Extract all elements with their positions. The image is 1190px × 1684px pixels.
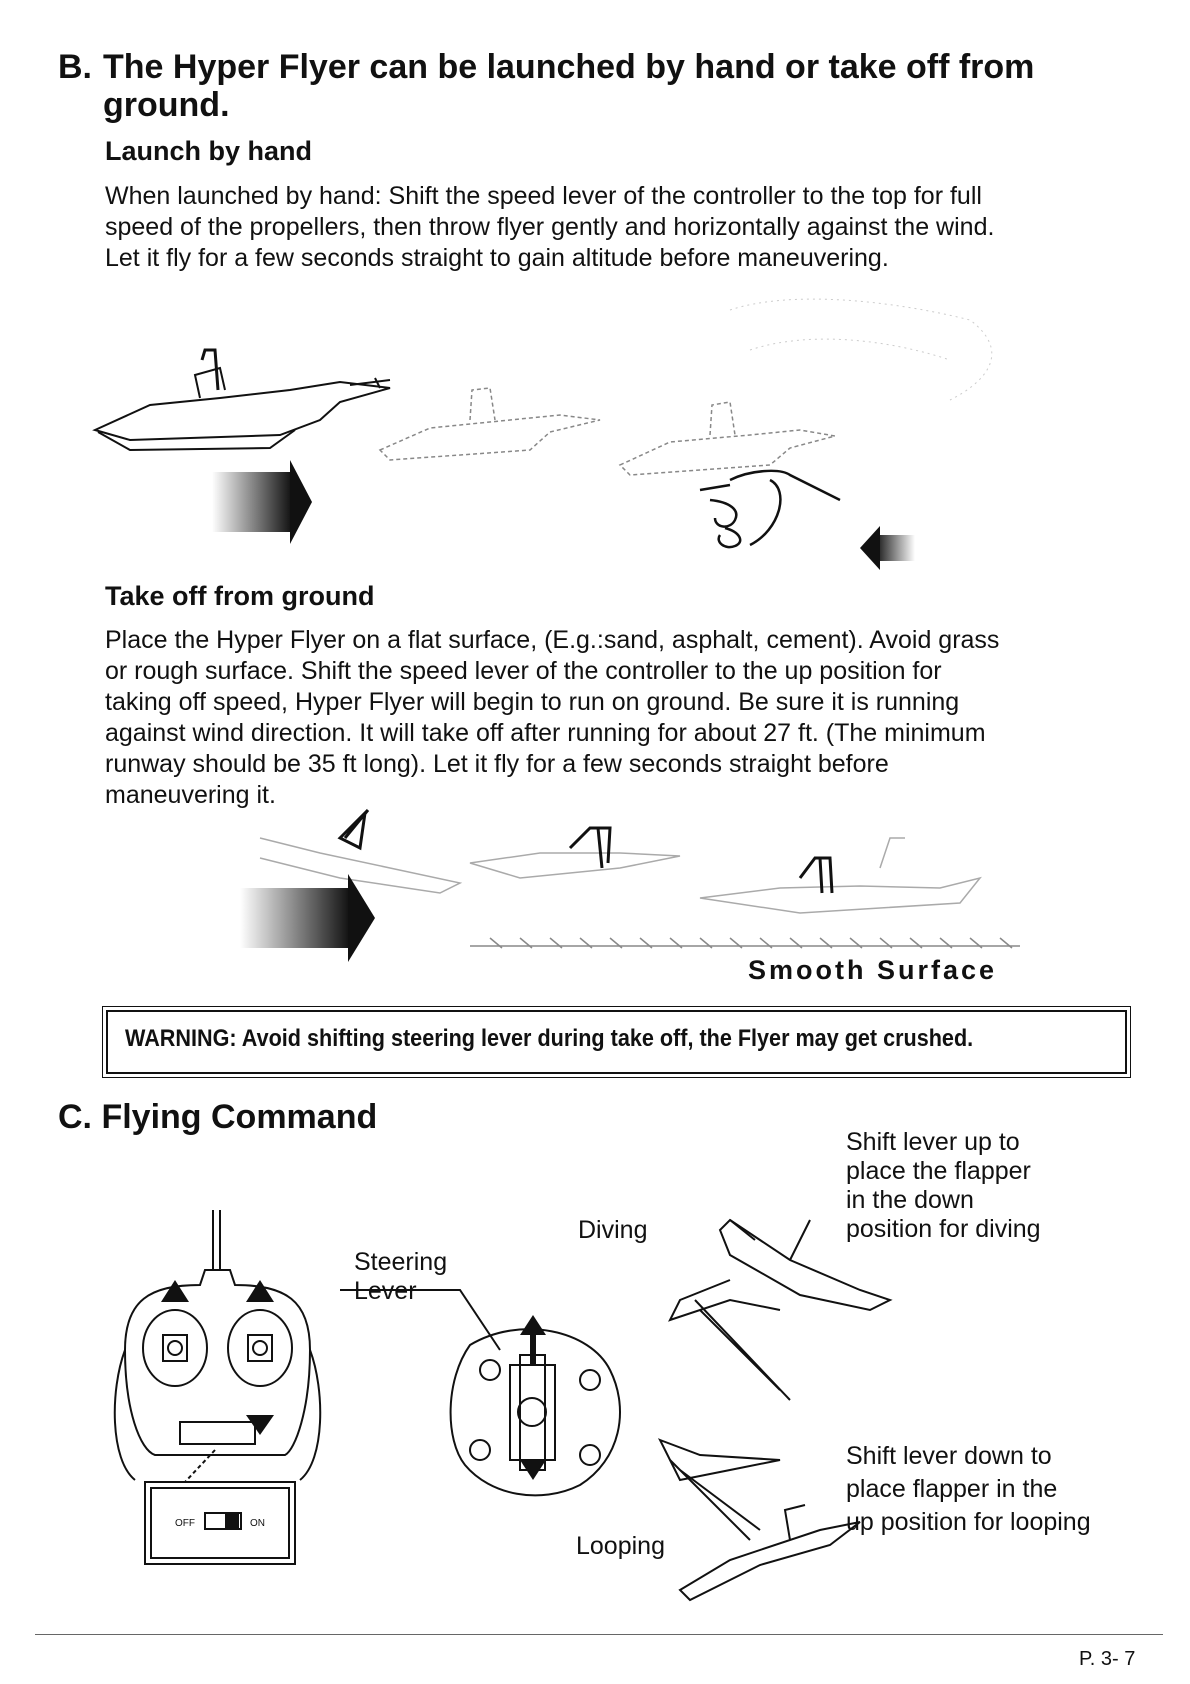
flyer-icon	[95, 350, 390, 450]
arrow-right-icon	[240, 874, 375, 962]
switch-off-label: OFF	[175, 1518, 195, 1529]
flyer-icon	[620, 402, 835, 475]
page-number: P. 3- 7	[1079, 1648, 1136, 1670]
flyer-icon	[380, 388, 600, 460]
note-line: Shift lever down to	[846, 1442, 1052, 1470]
hand-launch-illustration	[90, 290, 1090, 590]
arrow-up-icon	[161, 1280, 189, 1302]
arrow-up-icon	[520, 1315, 546, 1335]
take-off-heading: Take off from ground	[105, 581, 375, 611]
launch-by-hand-paragraph	[105, 181, 994, 274]
note-line: up position for looping	[846, 1508, 1091, 1536]
note-line: place the flapper	[846, 1157, 1031, 1185]
section-b-title-line2: ground.	[103, 86, 230, 124]
arrow-left-icon	[860, 526, 915, 570]
label-line: Lever	[354, 1277, 417, 1305]
ground-takeoff-illustration	[240, 808, 1070, 968]
note-line: in the down	[846, 1186, 974, 1214]
launch-by-hand-heading: Launch by hand	[105, 136, 313, 166]
diving-flyer-icon	[670, 1220, 890, 1400]
section-b-number: B.	[58, 48, 92, 86]
switch-on-label: ON	[250, 1518, 265, 1529]
controller-illustration	[95, 1210, 345, 1570]
flap-icon	[570, 828, 610, 868]
label-line: Steering	[354, 1248, 448, 1276]
section-b-heading	[58, 48, 1138, 124]
steering-lever-closeup	[340, 1290, 640, 1510]
paragraph-line: speed of the propellers, then throw flyer gently and horizontally against the wind.	[105, 213, 995, 241]
footer-rule	[35, 1634, 1163, 1635]
arrow-right-icon	[212, 460, 312, 544]
looping-flyer-icon	[660, 1440, 860, 1600]
note-line: place flapper in the	[846, 1475, 1058, 1503]
flapper-illustration	[640, 1200, 910, 1610]
paragraph-line: runway should be 35 ft long). Let it fly for a few seconds straight before	[105, 750, 889, 778]
diving-label: Diving	[578, 1216, 648, 1244]
warning-box	[102, 1006, 1131, 1078]
section-b-title-line1: The Hyper Flyer can be launched by hand or take off from	[103, 48, 1035, 86]
looping-label: Looping	[576, 1532, 665, 1560]
arrow-up-icon	[246, 1280, 274, 1302]
take-off-paragraph	[105, 625, 999, 811]
smooth-surface-caption: Smooth Surface	[748, 955, 998, 985]
paragraph-line: against wind direction. It will take off after running for about 27 ft. (The minimum	[105, 719, 986, 747]
paragraph-line: Let it fly for a few seconds straight to gain altitude before maneuvering.	[105, 244, 889, 272]
arrow-down-icon	[246, 1415, 274, 1435]
paragraph-line: taking off speed, Hyper Flyer will begin to run on ground. Be sure it is running	[105, 688, 960, 716]
flap-icon	[340, 810, 368, 848]
flyer-icon	[470, 853, 680, 878]
section-c-heading: C. Flying Command	[58, 1098, 378, 1136]
flyer-icon	[700, 838, 980, 913]
paragraph-line: maneuvering it.	[105, 781, 276, 809]
warning-text: WARNING: Avoid shifting steering lever during take off, the Flyer may get crushed.	[125, 1025, 974, 1052]
note-line: position for diving	[846, 1215, 1041, 1243]
hand-icon	[700, 471, 840, 547]
paragraph-line: Place the Hyper Flyer on a flat surface, (E.g.:sand, asphalt, cement). Avoid grass	[105, 626, 1000, 654]
paragraph-line: or rough surface. Shift the speed lever of the controller to the up position for	[105, 657, 942, 685]
note-line: Shift lever up to	[846, 1128, 1020, 1156]
paragraph-line: When launched by hand: Shift the speed lever of the controller to the top for full	[105, 182, 982, 210]
